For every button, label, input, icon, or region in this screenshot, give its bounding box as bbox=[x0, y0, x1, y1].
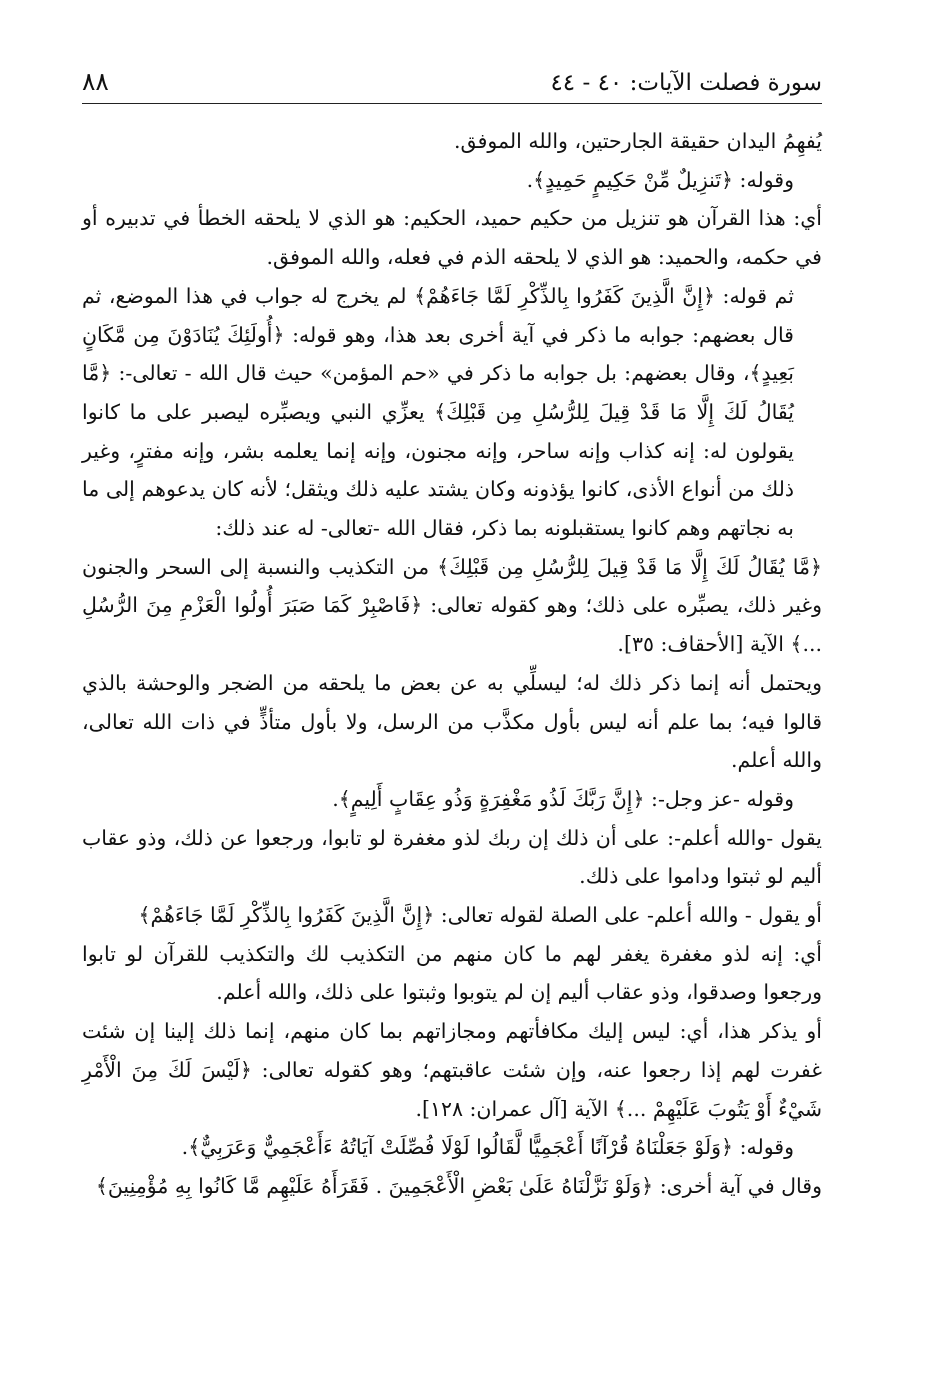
paragraph: يقول -والله أعلم-: على أن ذلك إن ربك لذو مغفرة لو تابوا، ورجعوا عن ذلك، وذو عقاب أليم لو ثبتوا وداموا على ذلك. bbox=[82, 825, 822, 889]
paragraph: وقال في آية أخرى: ﴿وَلَوْ نَزَّلْنَاهُ عَلَىٰ بَعْضِ الْأَعْجَمِينَ . فَقَرَأَهُ عَلَيْهِم مَّا كَانُوا بِهِ مُؤْمِنِينَ﴾ bbox=[95, 1173, 822, 1198]
header-rule bbox=[82, 103, 822, 104]
running-title: سورة فصلت الآيات: ٤٠ - ٤٤ bbox=[550, 70, 822, 96]
paragraph: أي: هذا القرآن هو تنزيل من حكيم حميد، الحكيم: هو الذي لا يلحقه الخطأ في تدبيره أو في حكمه، والحميد: هو الذي لا يلحقه الذم في فعله، والله الموفق. bbox=[82, 206, 822, 270]
paragraph: أي: إنه لذو مغفرة يغفر لهم ما كان منهم من التكذيب لك والتكذيب للقرآن لو تابوا ورجعوا وصدقوا، وذو عقاب أليم إن لم يتوبوا وثبتوا على ذلك، والله أعلم. bbox=[82, 941, 822, 1005]
paragraph: ﴿مَّا يُقَالُ لَكَ إِلَّا مَا قَدْ قِيلَ لِلرُّسُلِ مِن قَبْلِكَ﴾ من التكذيب والنسبة إلى السحر والجنون وغير ذلك، يصبِّره على ذلك؛ وهو كقوله تعالى: ﴿فَاصْبِرْ كَمَا صَبَرَ أُولُوا الْعَزْمِ مِنَ الرُّسُلِ ...﴾ الآية [الأحقاف: ٣٥]. bbox=[82, 554, 822, 657]
paragraph: يُفهِمُ اليدان حقيقة الجارحتين، والله الموفق. bbox=[454, 129, 822, 153]
paragraph: أو يذكر هذا، أي: ليس إليك مكافأتهم ومجازاتهم بما كان منهم، إنما ذلك إلينا إن شئت غفرت لهم إذا رجعوا عنه، وإن شئت عاقبتهم؛ وهو كقوله تعالى: ﴿لَيْسَ لَكَ مِنَ الْأَمْرِ شَيْءٌ أَوْ يَتُوبَ عَلَيْهِمْ ...﴾ الآية [آل عمران: ١٢٨]. bbox=[82, 1019, 822, 1121]
page-header bbox=[82, 52, 822, 96]
paragraph: وقوله: ﴿تَنزِيلٌ مِّنْ حَكِيمٍ حَمِيدٍ﴾. bbox=[526, 167, 794, 192]
paragraph: ويحتمل أنه إنما ذكر ذلك له؛ ليسلِّي به عن بعض ما يلحقه من الضجر والوحشة بالذي قالوا فيه؛ بما علم أنه ليس بأول مكذَّب من الرسل، ولا بأول متأذٍّ في ذات الله تعالى، والله أعلم. bbox=[82, 670, 822, 773]
paragraph: وقوله -عز وجل-: ﴿إِنَّ رَبَّكَ لَذُو مَغْفِرَةٍ وَذُو عِقَابٍ أَلِيمٍ﴾. bbox=[332, 786, 794, 811]
paragraph: وقوله: ﴿وَلَوْ جَعَلْنَاهُ قُرْآنًا أَعْجَمِيًّا لَّقَالُوا لَوْلَا فُصِّلَتْ آيَاتُهُ ءَأَعْجَمِيٌّ وَعَرَبِيٌّ﴾. bbox=[181, 1135, 794, 1160]
page-number: ٨٨ bbox=[82, 67, 109, 96]
page-body bbox=[82, 122, 822, 1206]
paragraph: ثم قوله: ﴿إِنَّ الَّذِينَ كَفَرُوا بِالذِّكْرِ لَمَّا جَاءَهُمْ﴾ لم يخرج له جواب في هذا الموضع، ثم قال بعضهم: جوابه ما ذكر في آية أخرى بعد هذا، وهو قوله: ﴿أُولَئِكَ يُنَادَوْنَ مِن مَّكَانٍ بَعِيدٍ﴾، وقال بعضهم: بل جوابه ما ذكر في «حم المؤمن» حيث قال الله - تعالى-: ﴿مَّا يُقَالُ لَكَ إِلَّا مَا قَدْ قِيلَ لِلرُّسُلِ مِن قَبْلِكَ﴾ يعزِّي النبي ويصبِّره ليصبر على ما كانوا يقولون له: إنه كذاب وإنه ساحر، وإنه مجنون، وإنه إنما يعلمه بشر، وإنه مفترٍ، وغير ذلك من أنواع الأذى، كانوا يؤذونه وكان يشتد عليه ذلك ويثقل؛ لأنه كان يدعوهم إلى ما به نجاتهم وهم كانوا يستقبلونه بما ذكر، فقال الله -تعالى- له عند ذلك: bbox=[82, 283, 794, 541]
paragraph: أو يقول - والله أعلم- على الصلة لقوله تعالى: ﴿إِنَّ الَّذِينَ كَفَرُوا بِالذِّكْرِ لَمَّا جَاءَهُمْ﴾ bbox=[138, 903, 822, 928]
